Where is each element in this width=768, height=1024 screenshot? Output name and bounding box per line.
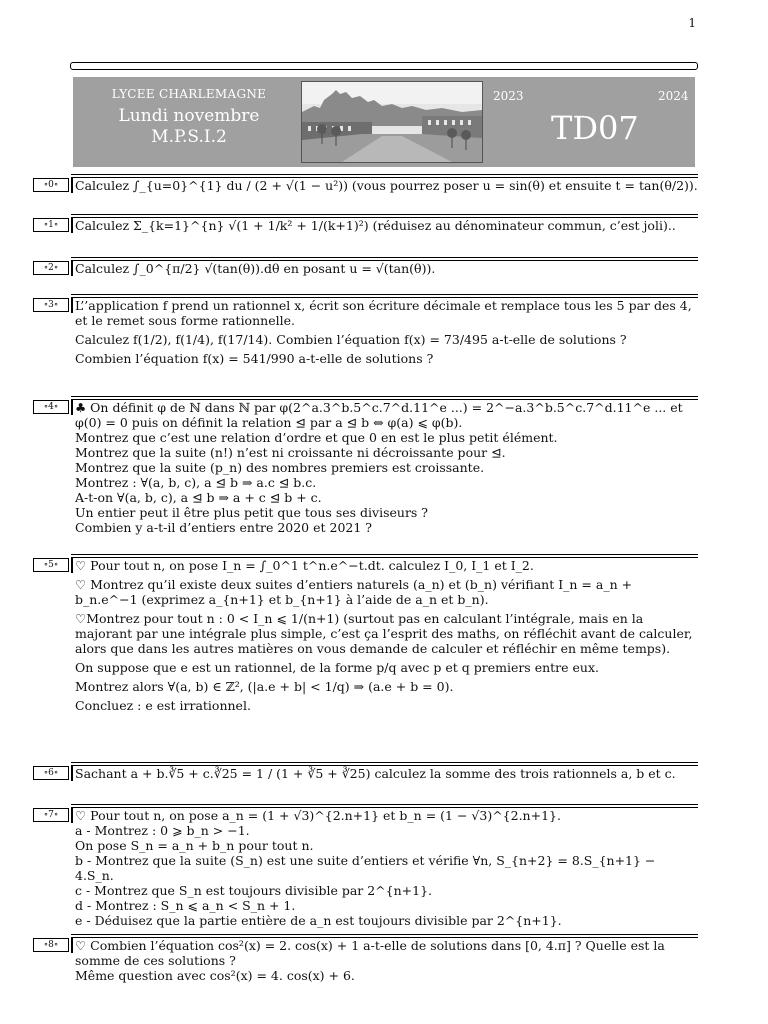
exercise-line: b - Montrez que la suite (S_n) est une suite d’entiers et vérifie ∀n, S_{n+2} = 8.S_{n+1} − 4.S_n. bbox=[75, 853, 656, 883]
exercise-line: Calculez Σ_{k=1}^{n} √(1 + 1/k² + 1/(k+1)²) (réduisez au dénominateur commun, c’est joli).. bbox=[75, 218, 676, 233]
exercise-bar bbox=[71, 177, 73, 193]
exercise-number: ∘6∘ bbox=[33, 766, 69, 780]
header-banner bbox=[70, 62, 698, 168]
exercise-line: ♣ On définit φ de ℕ dans ℕ par φ(2^a.3^b.5^c.7^d.11^e ...) = 2^−a.3^b.5^c.7^d.11^e ... et φ(0) = 0 puis on définit la relation ⊴ par a ⊴ b ⇔ φ(a) ⩽ φ(b). bbox=[75, 400, 683, 430]
exercise-line: d - Montrez : S_n ⩽ a_n < S_n + 1. bbox=[75, 898, 296, 913]
year-start: 2023 bbox=[493, 89, 524, 103]
header-date: Lundi novembre bbox=[118, 106, 260, 126]
exercise-body bbox=[75, 766, 698, 781]
year-end: 2024 bbox=[658, 89, 689, 103]
exercise-line: On suppose que e est un rationnel, de la forme p/q avec p et q premiers entre eux. bbox=[75, 660, 599, 675]
page-number: 1 bbox=[688, 16, 696, 30]
exercise-line: Même question avec cos²(x) = 4. cos(x) + 6. bbox=[75, 968, 355, 983]
exercise-number: ∘3∘ bbox=[33, 298, 69, 312]
exercise-number: ∘8∘ bbox=[33, 938, 69, 952]
exercise-line: Montrez que c’est une relation d’ordre et que 0 en est le plus petit élément. bbox=[75, 430, 558, 445]
exercise-line: ♡ Combien l’équation cos²(x) = 2. cos(x) + 1 a-t-elle de solutions dans [0, 4.π] ? Quelle est la somme de ces solutions ? bbox=[75, 938, 665, 968]
exercise-line: Montrez alors ∀(a, b) ∈ ℤ², (|a.e + b| < 1/q) ⇒ (a.e + b = 0). bbox=[75, 679, 454, 694]
exercise-bar bbox=[71, 807, 73, 823]
exercise-bar bbox=[71, 217, 73, 233]
school-name: LYCEE CHARLEMAGNE bbox=[111, 87, 267, 101]
exercise-bar bbox=[71, 399, 73, 415]
exercise-line: Montrez : ∀(a, b, c), a ⊴ b ⇒ a.c ⊴ b.c. bbox=[75, 475, 317, 490]
exercise-body bbox=[75, 558, 698, 713]
exercise-number: ∘4∘ bbox=[33, 400, 69, 414]
exercise-line: Sachant a + b.∛5 + c.∛25 = 1 / (1 + ∛5 + ∛25) calculez la somme des trois rationnels a, b et c. bbox=[75, 766, 676, 781]
school-photo bbox=[301, 81, 483, 163]
exercise-body bbox=[75, 218, 698, 233]
exercise-bar bbox=[71, 765, 73, 781]
exercise-body bbox=[75, 261, 698, 276]
header-top-rule bbox=[70, 62, 698, 70]
exercise-number: ∘7∘ bbox=[33, 808, 69, 822]
exercise-body bbox=[75, 178, 698, 193]
exercise-line: ♡ Pour tout n, on pose I_n = ∫_0^1 t^n.e^−t.dt. calculez I_0, I_1 et I_2. bbox=[75, 558, 534, 573]
exercise-body bbox=[75, 808, 698, 928]
exercise-bar bbox=[71, 297, 73, 313]
exercise-body bbox=[75, 938, 698, 983]
exercise-number: ∘5∘ bbox=[33, 558, 69, 572]
exercise-line: Combien y a-t-il d’entiers entre 2020 et 2021 ? bbox=[75, 520, 372, 535]
school-photo-illustration bbox=[302, 82, 482, 162]
exercise-line: a - Montrez : 0 ⩾ b_n > −1. bbox=[75, 823, 250, 838]
header-body bbox=[73, 75, 695, 167]
exercise-line: Calculez ∫_{u=0}^{1} du / (2 + √(1 − u²)) (vous pourrez poser u = sin(θ) et ensuite t = tan(θ/2)). bbox=[75, 178, 698, 193]
exercise-line: Calculez f(1/2), f(1/4), f(17/14). Combien l’équation f(x) = 73/495 a-t-elle de solutions ? bbox=[75, 332, 627, 347]
exercise-line: L’’application f prend un rationnel x, écrit son écriture décimale et remplace tous les 5 par des 4, et le remet sous forme rationnelle. bbox=[75, 298, 692, 328]
exercise-line: Montrez que la suite (p_n) des nombres premiers est croissante. bbox=[75, 460, 485, 475]
exercise-line: ♡ Pour tout n, on pose a_n = (1 + √3)^{2.n+1} et b_n = (1 − √3)^{2.n+1}. bbox=[75, 808, 561, 823]
exercise-line: Un entier peut il être plus petit que tous ses diviseurs ? bbox=[75, 505, 429, 520]
exercise-line: Montrez que la suite (n!) n’est ni croissante ni décroissante pour ⊴. bbox=[75, 445, 506, 460]
exercise-line: ♡Montrez pour tout n : 0 < I_n ⩽ 1/(n+1) (surtout pas en calculant l’intégrale, mais en la majorant par une intégrale plus simple, c’est ça l’esprit des maths, on réfléchit avant de calculer, alors que dans les autres matières on vous demande de calculer et réfléchir en même temps). bbox=[75, 611, 693, 656]
exercise-bar bbox=[71, 260, 73, 276]
exercise-line: On pose S_n = a_n + b_n pour tout n. bbox=[75, 838, 314, 853]
exercise-number: ∘2∘ bbox=[33, 261, 69, 275]
exercise-number: ∘1∘ bbox=[33, 218, 69, 232]
exercise-line: Concluez : e est irrationnel. bbox=[75, 698, 251, 713]
exercise-line: Combien l’équation f(x) = 541/990 a-t-elle de solutions ? bbox=[75, 351, 434, 366]
exercise-body bbox=[75, 400, 698, 535]
exercise-body bbox=[75, 298, 698, 366]
exercise-line: A-t-on ∀(a, b, c), a ⊴ b ⇒ a + c ⊴ b + c. bbox=[75, 490, 322, 505]
exercise-line: e - Déduisez que la partie entière de a_n est toujours divisible par 2^{n+1}. bbox=[75, 913, 562, 928]
exercise-line: Calculez ∫_0^{π/2} √(tan(θ)).dθ en posant u = √(tan(θ)). bbox=[75, 261, 436, 276]
exercise-line: ♡ Montrez qu’il existe deux suites d’entiers naturels (a_n) et (b_n) vérifiant I_n = a_n + b_n.e^−1 (exprimez a_{n+1} et b_{n+1} à l’aide de a_n et b_n). bbox=[75, 577, 633, 607]
header-class: M.P.S.I.2 bbox=[151, 127, 227, 147]
exercise-line: c - Montrez que S_n est toujours divisible par 2^{n+1}. bbox=[75, 883, 433, 898]
exercise-number: ∘0∘ bbox=[33, 178, 69, 192]
exercise-bar bbox=[71, 937, 73, 953]
td-title: TD07 bbox=[551, 109, 639, 147]
exercise-bar bbox=[71, 557, 73, 573]
